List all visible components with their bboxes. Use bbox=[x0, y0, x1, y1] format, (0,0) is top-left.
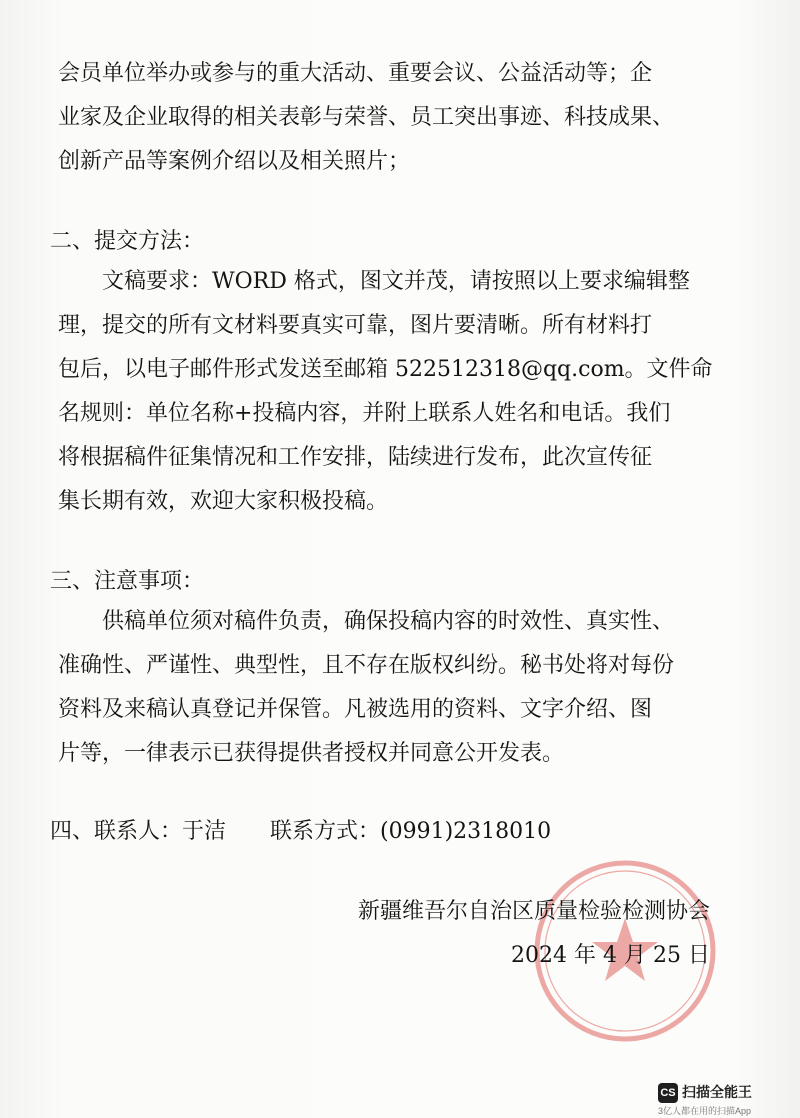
section2-heading: 二、提交方法： bbox=[50, 229, 205, 254]
contact-person: 四、联系人：于洁 bbox=[50, 819, 227, 844]
camscanner-logo-icon: CS bbox=[658, 1083, 678, 1103]
section3-line-3: 资料及来稿认真登记并保管。凡被选用的资料、文字介绍、图 bbox=[58, 697, 653, 722]
section3-line-2: 准确性、严谨性、典型性，且不存在版权纠纷。秘书处将对每份 bbox=[58, 653, 675, 678]
contact-row bbox=[50, 816, 551, 848]
scanner-watermark bbox=[658, 1080, 788, 1118]
section2-line-2: 理，提交的所有文材料要真实可靠，图片要清晰。所有材料打 bbox=[58, 313, 653, 338]
section2-line-4: 名规则：单位名称+投稿内容，并附上联系人姓名和电话。我们 bbox=[58, 401, 671, 426]
section3-heading: 三、注意事项： bbox=[50, 569, 205, 594]
section1-line-2: 业家及企业取得的相关表彰与荣誉、员工突出事迹、科技成果、 bbox=[58, 105, 675, 130]
section3-line-4: 片等，一律表示已获得提供者授权并同意公开发表。 bbox=[58, 741, 565, 766]
section2-line-1: 文稿要求：WORD 格式，图文并茂，请按照以上要求编辑整 bbox=[102, 269, 690, 294]
contact-phone: 联系方式：(0991)2318010 bbox=[270, 819, 552, 844]
section3-line-1: 供稿单位须对稿件负责，确保投稿内容的时效性、真实性、 bbox=[102, 609, 675, 634]
scanner-tagline: 3亿人都在用的扫描App bbox=[658, 1106, 752, 1116]
section2-line-5: 将根据稿件征集情况和工作安排，陆续进行发布，此次宣传征 bbox=[58, 445, 653, 470]
scanner-app-name: 扫描全能王 bbox=[682, 1084, 752, 1100]
section1-line-1: 会员单位举办或参与的重大活动、重要会议、公益活动等；企 bbox=[58, 61, 653, 86]
section2-line-6: 集长期有效，欢迎大家积极投稿。 bbox=[58, 489, 389, 514]
signature-organization: 新疆维吾尔自治区质量检验检测协会 bbox=[357, 899, 710, 924]
section1-line-3: 创新产品等案例介绍以及相关照片； bbox=[58, 149, 411, 174]
signature-date: 2024 年 4 月 25 日 bbox=[511, 943, 710, 968]
section2-line-3: 包后，以电子邮件形式发送至邮箱 522512318@qq.com。文件命 bbox=[58, 357, 713, 382]
